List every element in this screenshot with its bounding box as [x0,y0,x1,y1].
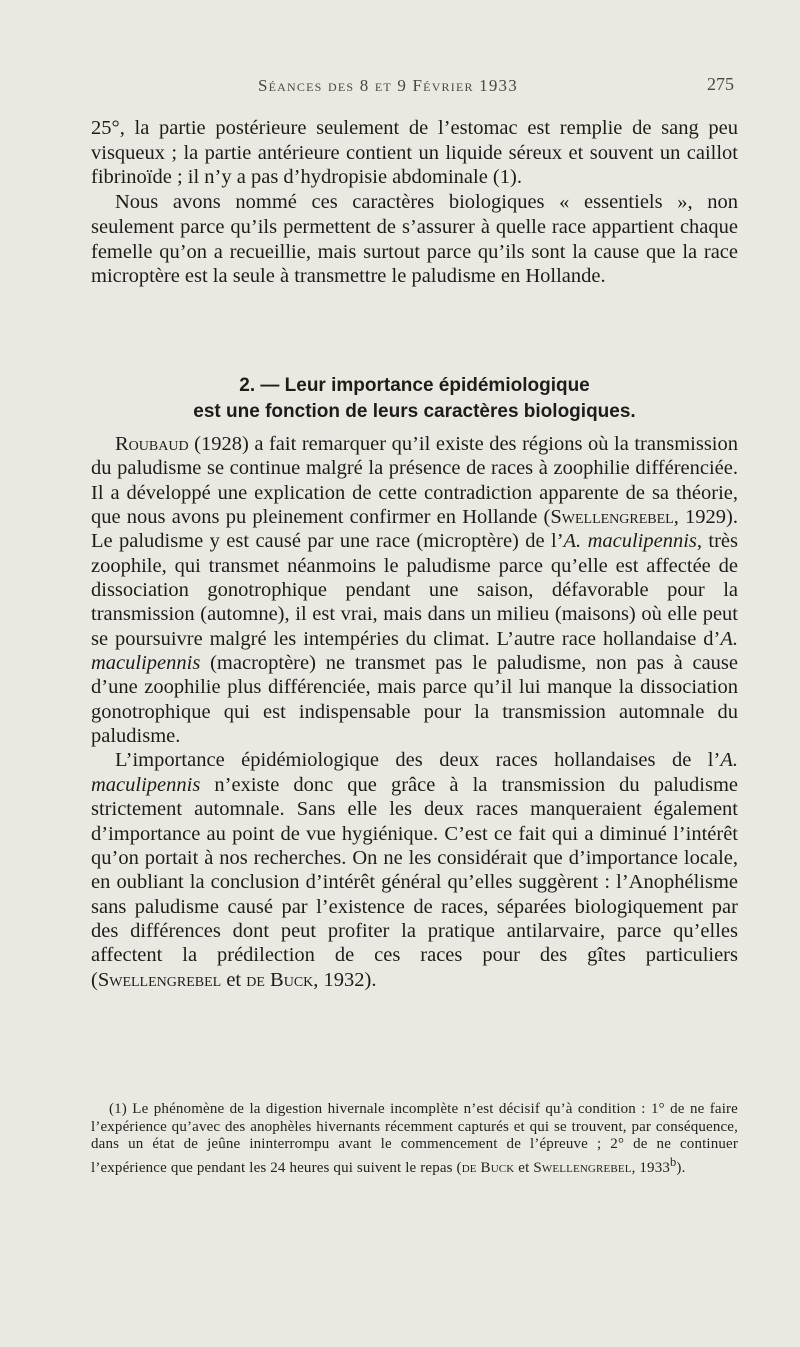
citation-buck: Buck [264,968,314,991]
footnote-superscript: b [670,1154,677,1169]
section-heading-line-1: 2. — Leur importance épidémiologique [239,375,590,396]
section-body [91,432,738,992]
page-header [90,76,740,102]
footnote-text [91,1101,738,1177]
paragraph-roubaud [91,432,738,748]
text-segment: (1928) a fait remarquer qu’il existe des régions où la transmission du paludisme se continue malgré la présence de races à zoophilie différenciée. Il a développé une explication de cette contradiction apparente de sa théorie, que nous avons pu pleinement confirmer en Hollande ( [91,433,738,529]
paragraph-continuation: 25°, la partie postérieure seulement de l’estomac est remplie de sang peu visqueux ; la partie antérieure contient un liquide séreux et souvent un caillot fibrinoïde ; il n’y a pas d’hydropisie abdominale (1). [91,117,738,189]
species-name: A. maculipennis [91,627,738,675]
text-segment: , très zoophile, qui transmet néanmoins le paludisme parce qu’elle est affectée de dissociation gonotrophique pendant une saison, défavorable pour la transmission (automne), il est vrai, mais dans un milieu (maisons) où elle peut se poursuivre malgré les intempéries du climat. L’autre race hollandaise d’ [91,530,739,650]
text-segment: et [221,968,247,991]
text-segment: , 1932). [313,968,377,991]
species-name: A. maculipennis [91,749,738,796]
citation-de: de [246,968,265,991]
text-segment: n’existe donc que grâce à la transmission du paludisme strictement automnale. Sans elle les deux races manqueraient également d’importance au point de vue hygiénique. C’est ce fait qui a diminué l’intérêt qu’on portait à nos recherches. On ne les considérait que d’importance locale, en oubliant la conclusion d’intérêt général qu’elles suggèrent : l’Anophélisme sans paludisme causé par l’existence de races, séparées biologiquement par des différences dont peut profiter la pratique antilarvaire, parce qu’elles affectent la prédilection de ces races pour des gîtes particuliers ( [91,773,738,991]
citation-swellengrebel: Swellengrebel [533,1159,632,1176]
text-segment: (macroptère) ne transmet pas le paludisme, non pas à cause d’une zoophilie plus différenciée, mais parce qu’il lui manque la dissociation gonotrophique qui est indispensable pour la transmission automnale du paludisme. [91,652,738,748]
body-text-top [91,116,738,289]
section-heading [91,373,738,425]
running-head: Séances des 8 et 9 Février 1933 [258,76,518,95]
text-segment: , 1933 [631,1159,671,1176]
text-segment: L’importance épidémiologique des deux races hollandaises de l’ [115,749,721,772]
paragraph-essential-characters: Nous avons nommé ces caractères biologiques « essentiels », non seulement parce qu’ils permettent de s’assurer à quelle race appartient chaque femelle qu’on a recueillie, mais surtout parce qu’ils sont la cause que la race microptère est la seule à transmettre le paludisme en Hollande. [91,191,738,288]
citation-de-buck: de Buck [461,1159,515,1176]
paragraph-importance [91,748,738,991]
text-segment: et [514,1159,534,1176]
footnote [91,1101,738,1177]
citation-swellengrebel: Swellengrebel [550,506,674,529]
citation-swellengrebel: Swellengrebel [97,968,222,991]
text-segment: ). [676,1159,686,1176]
page-number: 275 [707,74,734,94]
species-name: A. maculipennis [563,530,697,553]
section-heading-line-2: est une fonction de leurs caractères biologiques. [193,401,636,422]
text-segment: (1) Le phénomène de la digestion hivernale incomplète n’est décisif qu’à condition : 1° de ne faire l’expérience qu’avec des anophèles hivernants récemment capturés et qui se trouvent, par conséquence, dans un état de jeûne ininterrompu avant le commencement de l’épreuve ; 2° de ne continuer l’expérience que pendant les 24 heures qui suivent le repas ( [91,1101,738,1176]
text-segment: , 1929). Le paludisme y est causé par une race (microptère) de l’ [91,506,738,553]
author-roubaud: Roubaud [115,433,189,455]
